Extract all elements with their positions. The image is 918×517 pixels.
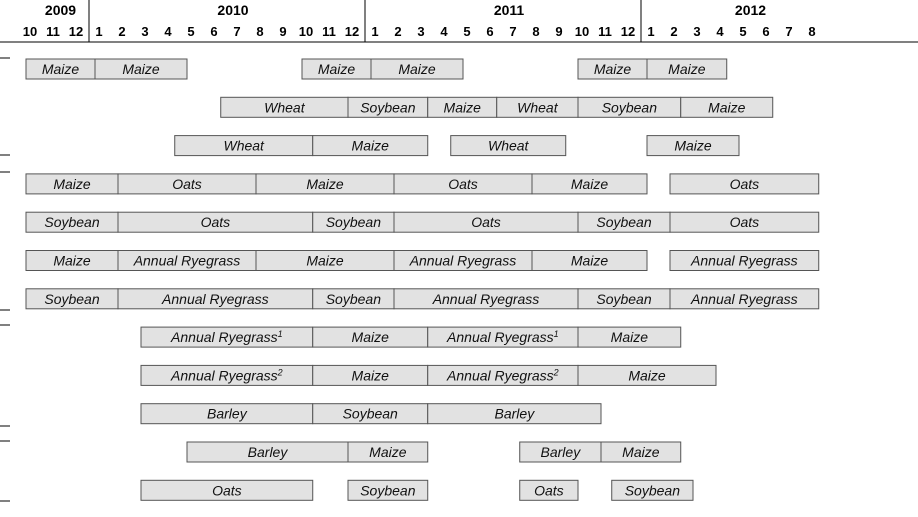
month-tick-2010-03: 3 (141, 24, 149, 39)
month-tick-2011-07: 7 (509, 24, 517, 39)
year-label-2010: 2010 (217, 2, 249, 18)
crop-segment-label: Maize (53, 252, 91, 269)
crop-row-10 (141, 404, 601, 424)
crop-segment-label: Maize (369, 444, 407, 460)
month-tick-2009-10: 10 (22, 24, 38, 39)
month-tick-2010-05: 5 (187, 24, 195, 39)
crop-row-12 (141, 480, 693, 500)
crop-row-4 (26, 174, 819, 194)
crop-segment-label: Wheat (223, 137, 264, 154)
crop-segment-label: Wheat (487, 137, 529, 154)
crop-segment-label: Oats (534, 482, 564, 499)
month-tick-2011-12: 12 (620, 24, 636, 39)
month-tick-2010-08: 8 (256, 24, 264, 39)
crop-segment-label: Soybean (596, 214, 652, 231)
crop-segment-label: Maize (317, 61, 356, 77)
crop-segment-label: Annual Ryegrass (162, 290, 269, 307)
month-tick-2012-03: 3 (693, 24, 701, 39)
year-label-2012: 2012 (734, 2, 767, 18)
month-tick-2010-10: 10 (298, 24, 314, 39)
crop-segment-label: Maize (708, 99, 746, 116)
month-tick-2010-07: 7 (233, 24, 241, 39)
crop-segment-label: Soybean (44, 214, 100, 231)
month-tick-2010-02: 2 (118, 24, 126, 39)
year-label-2011: 2011 (493, 2, 525, 18)
crop-segment-label: Oats (212, 482, 242, 499)
crop-segment-label: Annual Ryegrass$^1$ (447, 329, 559, 346)
month-tick-2011-02: 2 (394, 24, 402, 39)
crop-segment-label: Barley (207, 405, 247, 422)
crop-segment-label: Soybean (596, 290, 652, 307)
crop-segment-label: Soybean (325, 290, 382, 307)
crop-segment-label: Maize (398, 61, 436, 77)
month-tick-2012-04: 4 (716, 24, 724, 39)
month-tick-2012-05: 5 (739, 24, 747, 39)
crop-segment-label: Maize (668, 61, 706, 77)
crop-row-8 (141, 327, 681, 347)
crop-segment-label: Maize (306, 175, 344, 192)
crop-segment-label: Oats (172, 175, 202, 192)
crop-segment-label: Wheat (517, 99, 558, 116)
crop-segment-label: Soybean (601, 99, 658, 116)
crop-segment-label: Annual Ryegrass (133, 252, 241, 269)
month-tick-2012-06: 6 (762, 24, 770, 39)
crop-segment-label: Soybean (624, 482, 681, 499)
crop-segment-label: Maize (41, 61, 80, 77)
month-tick-2011-06: 6 (486, 24, 494, 39)
crop-segment-label: Wheat (264, 99, 305, 116)
crop-segment-label: Oats (729, 214, 760, 231)
year-label-2009: 2009 (44, 2, 77, 18)
month-tick-2011-08: 8 (532, 24, 540, 39)
crop-segment-label: Maize (443, 99, 481, 116)
month-tick-2011-03: 3 (417, 24, 425, 39)
crop-row-2 (221, 97, 773, 117)
crop-segment-label: Maize (570, 252, 609, 269)
month-tick-2012-01: 1 (647, 24, 655, 39)
crop-segment-label: Barley (494, 405, 535, 422)
crop-segment-label: Annual Ryegrass (432, 290, 540, 307)
crop-segment-label: Maize (622, 444, 660, 460)
month-tick-2011-11: 11 (598, 24, 612, 39)
crop-segment-label: Annual Ryegrass$^1$ (171, 329, 283, 346)
crop-segment-label: Maize (351, 367, 389, 384)
crop-segment-label: Barley (540, 444, 581, 460)
crop-row-1 (26, 59, 727, 79)
crop-segment-label: Barley (247, 444, 288, 460)
crop-segment-label: Oats (200, 214, 231, 231)
crop-row-3 (175, 136, 739, 156)
crop-row-6 (26, 251, 819, 271)
crop-segment-label: Maize (351, 137, 389, 154)
crop-segment-label: Soybean (342, 405, 398, 422)
crop-segment-label: Oats (448, 175, 478, 192)
crop-row-9 (141, 365, 716, 385)
month-tick-2011-10: 10 (574, 24, 590, 39)
crop-segment-label: Maize (570, 175, 609, 192)
crop-segment-label: Maize (122, 61, 160, 77)
crop-row-5 (26, 212, 819, 232)
month-tick-2011-04: 4 (440, 24, 448, 39)
crop-segment-label: Soybean (325, 214, 382, 231)
crop-segment-label: Annual Ryegrass (409, 252, 517, 269)
crop-segment-label: Maize (628, 367, 666, 384)
month-tick-2012-08: 8 (808, 24, 816, 39)
month-tick-2012-07: 7 (785, 24, 793, 39)
month-tick-2011-09: 9 (555, 24, 563, 39)
left-margin-ticks (0, 58, 10, 501)
crop-segment-label: Maize (674, 137, 712, 154)
month-tick-2010-04: 4 (164, 24, 172, 39)
crop-segment-label: Annual Ryegrass$^2$ (171, 367, 283, 384)
crop-segment-label: Soybean (44, 290, 100, 307)
crop-segment-label: Soybean (360, 482, 416, 499)
crop-segment-label: Annual Ryegrass (691, 290, 798, 307)
month-tick-2010-06: 6 (210, 24, 218, 39)
crop-segment-label: Oats (471, 214, 501, 231)
crop-row-7 (26, 289, 819, 309)
crop-row-11 (187, 442, 681, 462)
month-tick-2010-09: 9 (279, 24, 287, 39)
crop-segment-label: Soybean (360, 99, 416, 116)
month-tick-2010-01: 1 (95, 24, 103, 39)
crop-segment-label: Maize (593, 61, 632, 77)
month-tick-2010-12: 12 (344, 24, 360, 39)
month-tick-2011-01: 1 (371, 24, 379, 39)
month-tick-2009-11: 11 (46, 24, 60, 39)
crop-segment-label: Maize (610, 329, 649, 346)
crop-rows (26, 59, 819, 500)
month-tick-2011-05: 5 (463, 24, 471, 39)
crop-segment-label: Maize (351, 329, 389, 346)
timeline-axis (0, 0, 918, 42)
crop-segment-label: Annual Ryegrass (691, 252, 798, 269)
crop-segment-label: Oats (729, 175, 760, 192)
month-tick-2010-11: 11 (322, 24, 336, 39)
crop-segment-label: Maize (53, 175, 91, 192)
month-tick-2012-02: 2 (670, 24, 678, 39)
crop-segment-label: Annual Ryegrass$^2$ (447, 367, 559, 384)
crop-segment-label: Maize (306, 252, 344, 269)
month-tick-2009-12: 12 (68, 24, 84, 39)
